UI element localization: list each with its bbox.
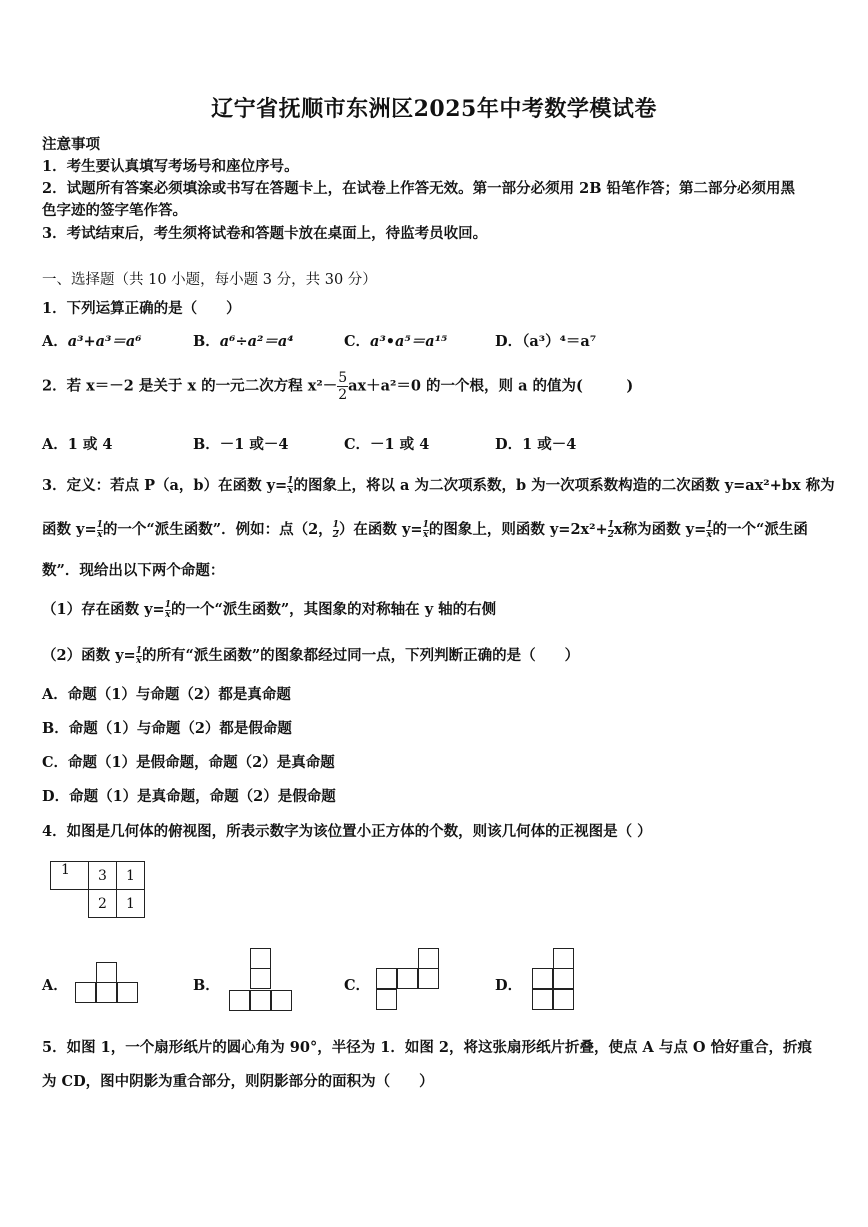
q2-option-b: B．－1 或－4 (193, 436, 289, 453)
grid-cell: 1 (117, 862, 145, 890)
question-3-line3: 数”．现给出以下两个命题： (42, 562, 225, 579)
question-5-line2: 为 CD，图中阴影为重合部分，则阴影部分的面积为（ ） (42, 1073, 434, 1090)
q4-option-b-label: B． (193, 977, 220, 994)
question-1-stem: 1．下列运算正确的是（ ） (42, 300, 241, 317)
q4-option-a-label: A． (42, 977, 68, 994)
top-view-grid (50, 861, 145, 918)
grid-cell: 3 (89, 862, 117, 890)
fraction-one-over-x: $\frac{1}{x}$ (287, 475, 294, 496)
q4-option-c-label: C． (344, 977, 371, 994)
grid-cell: 1 (51, 862, 89, 890)
question-5-line1: 5．如图 1，一个扇形纸片的圆心角为 90°，半径为 1．如图 2，将这张扇形纸片折叠，使点 A 与点 O 恰好重合，折痕 (42, 1039, 813, 1056)
notice-item: 色字迹的签字笔作答。 (42, 202, 187, 219)
fraction-one-over-x: $\frac{1}{x}$ (706, 519, 713, 540)
notice-heading: 注意事项 (42, 136, 100, 153)
q3-option-d: D．命题（1）是真命题，命题（2）是假命题 (42, 788, 336, 805)
fraction-one-half: $\frac{1}{2}$ (332, 519, 339, 540)
q1-option-d: D．（a³）⁴＝a⁷ (495, 333, 597, 350)
question-3-line2: 函数 y= $\frac{1}{x}$ 的一个“派生函数”．例如：点（2， $\frac{1}{2}$ ）在函数 y= $\frac{1}{x}$ 的图象上，则函数 y=2x²+ $\frac{1}{2}$ x称为函数 y= $\frac{1}{x}$ 的一个“派生函 (42, 519, 808, 540)
question-2-stem: 2．若 x＝－2 是关于 x 的一元二次方程 x²－ $\frac{5}{2}$ ax＋a²＝0 的一个根，则 a 的值为( ) (42, 370, 634, 403)
notice-item: 1．考生要认真填写考场号和座位序号。 (42, 158, 299, 175)
question-3-line1: 3．定义：若点 P（a，b）在函数 y= $\frac{1}{x}$ 的图象上，将以 a 为二次项系数，b 为一次项系数构造的二次函数 y=ax²+bx 称为 (42, 475, 835, 496)
notice-item: 3．考试结束后，考生须将试卷和答题卡放在桌面上，待监考员收回。 (42, 225, 488, 242)
q1-option-c: C．a³•a⁵＝a¹⁵ (344, 333, 448, 350)
fraction-one-over-x: $\frac{1}{x}$ (135, 645, 142, 666)
question-4-stem: 4．如图是几何体的俯视图，所表示数字为该位置小正方体的个数，则该几何体的正视图是（ ） (42, 823, 652, 840)
fraction-one-over-x: $\frac{1}{x}$ (422, 519, 429, 540)
proposition-1: （1）存在函数 y= $\frac{1}{x}$ 的一个“派生函数”，其图象的对称轴在 y 轴的右侧 (42, 599, 497, 620)
q2-option-a: A．1 或 4 (42, 436, 113, 453)
fraction-one-half: $\frac{1}{2}$ (607, 519, 614, 540)
q4-option-d-label: D． (495, 977, 523, 994)
fraction-five-halves: $\frac{5}{2}$ (338, 370, 348, 403)
fraction-one-over-x: $\frac{1}{x}$ (164, 599, 171, 620)
q3-option-c: C．命题（1）是假命题，命题（2）是真命题 (42, 754, 335, 771)
q3-option-a: A．命题（1）与命题（2）都是真命题 (42, 686, 291, 703)
q1-option-b: B．a⁶÷a²＝a⁴ (193, 333, 294, 350)
grid-cell-empty (51, 890, 89, 918)
q2-option-d: D．1 或－4 (495, 436, 577, 453)
grid-cell: 2 (89, 890, 117, 918)
q1-option-a: A．a³+a³＝a⁶ (42, 333, 142, 350)
fraction-one-over-x: $\frac{1}{x}$ (96, 519, 103, 540)
notice-item: 2．试题所有答案必须填涂或书写在答题卡上，在试卷上作答无效。第一部分必须用 2B 铅笔作答；第二部分必须用黑 (42, 180, 796, 197)
exam-title: 辽宁省抚顺市东洲区2025年中考数学模试卷 (211, 96, 657, 122)
q2-option-c: C．－1 或 4 (344, 436, 430, 453)
q3-option-b: B．命题（1）与命题（2）都是假命题 (42, 720, 292, 737)
section-heading: 一、选择题（共 10 小题，每小题 3 分，共 30 分） (42, 272, 377, 288)
grid-cell: 1 (117, 890, 145, 918)
proposition-2: （2）函数 y= $\frac{1}{x}$ 的所有“派生函数”的图象都经过同一点，下列判断正确的是（ ） (42, 645, 580, 666)
